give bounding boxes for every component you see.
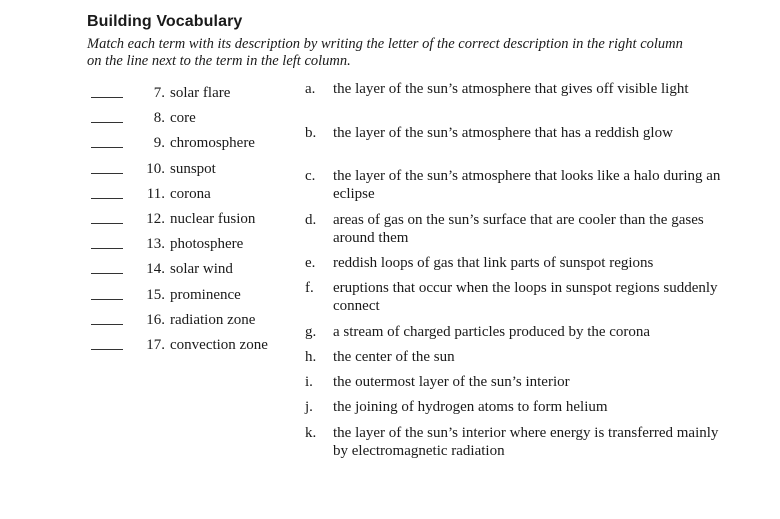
description-text: the layer of the sun’s atmosphere that has a reddish glow <box>333 125 673 141</box>
answer-blank[interactable] <box>91 349 123 350</box>
description-letter: k. <box>305 425 317 441</box>
term-row <box>91 333 301 358</box>
term-label: corona <box>170 185 211 202</box>
description-item <box>305 280 735 324</box>
term-row <box>91 283 301 308</box>
term-number: 15. <box>146 286 165 303</box>
term-number: 12. <box>146 211 165 228</box>
description-text: the outermost layer of the sun’s interior <box>333 374 570 390</box>
description-text: reddish loops of gas that link parts of sunspot regions <box>333 255 654 271</box>
description-letter: c. <box>305 168 316 184</box>
description-letter: e. <box>305 255 316 271</box>
description-text: eruptions that occur when the loops in sunspot regions suddenly connect <box>333 280 718 314</box>
term-row <box>91 157 301 182</box>
term-row <box>91 106 301 131</box>
answer-blank[interactable] <box>91 122 123 123</box>
description-text: the layer of the sun’s atmosphere that looks like a halo during an eclipse <box>333 168 721 202</box>
answer-blank[interactable] <box>91 223 123 224</box>
term-label: nuclear fusion <box>170 211 256 228</box>
answer-blank[interactable] <box>91 273 123 274</box>
answer-blank[interactable] <box>91 324 123 325</box>
term-row <box>91 81 301 106</box>
description-letter: h. <box>305 349 317 365</box>
description-text: areas of gas on the sun’s surface that are cooler than the gases around them <box>333 212 704 246</box>
answer-blank[interactable] <box>91 97 123 98</box>
description-item <box>305 374 735 399</box>
description-item <box>305 81 735 125</box>
description-text: the layer of the sun’s interior where energy is transferred mainly by electromagnetic radiation <box>333 425 719 459</box>
description-letter: j. <box>305 399 313 415</box>
term-row <box>91 182 301 207</box>
description-letter: f. <box>305 280 314 296</box>
description-text: the center of the sun <box>333 349 455 365</box>
answer-blank[interactable] <box>91 248 123 249</box>
term-row <box>91 207 301 232</box>
term-row <box>91 308 301 333</box>
term-label: convection zone <box>170 336 268 353</box>
term-number: 10. <box>146 160 165 177</box>
answer-blank[interactable] <box>91 147 123 148</box>
description-text: a stream of charged particles produced by the corona <box>333 324 651 340</box>
description-item <box>305 349 735 374</box>
answer-blank[interactable] <box>91 173 123 174</box>
term-number: 14. <box>146 261 165 278</box>
description-letter: i. <box>305 374 313 390</box>
term-label: radiation zone <box>170 311 256 328</box>
term-number: 16. <box>146 311 165 328</box>
term-label: sunspot <box>170 160 216 177</box>
term-label: core <box>170 110 196 127</box>
term-label: prominence <box>170 286 241 303</box>
answer-blank[interactable] <box>91 198 123 199</box>
term-number: 9. <box>153 135 165 152</box>
term-number: 8. <box>153 110 165 127</box>
term-label: solar flare <box>170 85 231 102</box>
description-item <box>305 125 735 168</box>
term-row <box>91 131 301 156</box>
term-number: 11. <box>146 185 165 202</box>
term-row <box>91 257 301 282</box>
term-number: 7. <box>153 85 165 102</box>
terms-column <box>91 81 301 358</box>
term-row <box>91 232 301 257</box>
term-label: chromosphere <box>170 135 255 152</box>
descriptions-column <box>305 81 735 469</box>
answer-blank[interactable] <box>91 299 123 300</box>
description-item <box>305 399 735 425</box>
description-item <box>305 255 735 280</box>
description-item <box>305 425 735 469</box>
description-letter: b. <box>305 125 317 141</box>
instructions-text: Match each term with its description by writing the letter of the correct description in the right column on the line next to the term in the left column. <box>87 36 683 69</box>
term-number: 13. <box>146 236 165 253</box>
description-letter: a. <box>305 81 316 97</box>
description-item <box>305 324 735 349</box>
description-text: the joining of hydrogen atoms to form helium <box>333 399 608 415</box>
term-label: photosphere <box>170 236 244 253</box>
description-item <box>305 168 735 212</box>
term-label: solar wind <box>170 261 233 278</box>
description-text: the layer of the sun’s atmosphere that gives off visible light <box>333 81 689 97</box>
description-item <box>305 212 735 255</box>
description-letter: d. <box>305 212 317 228</box>
description-letter: g. <box>305 324 317 340</box>
term-number: 17. <box>146 336 165 353</box>
section-heading: Building Vocabulary <box>87 13 243 30</box>
